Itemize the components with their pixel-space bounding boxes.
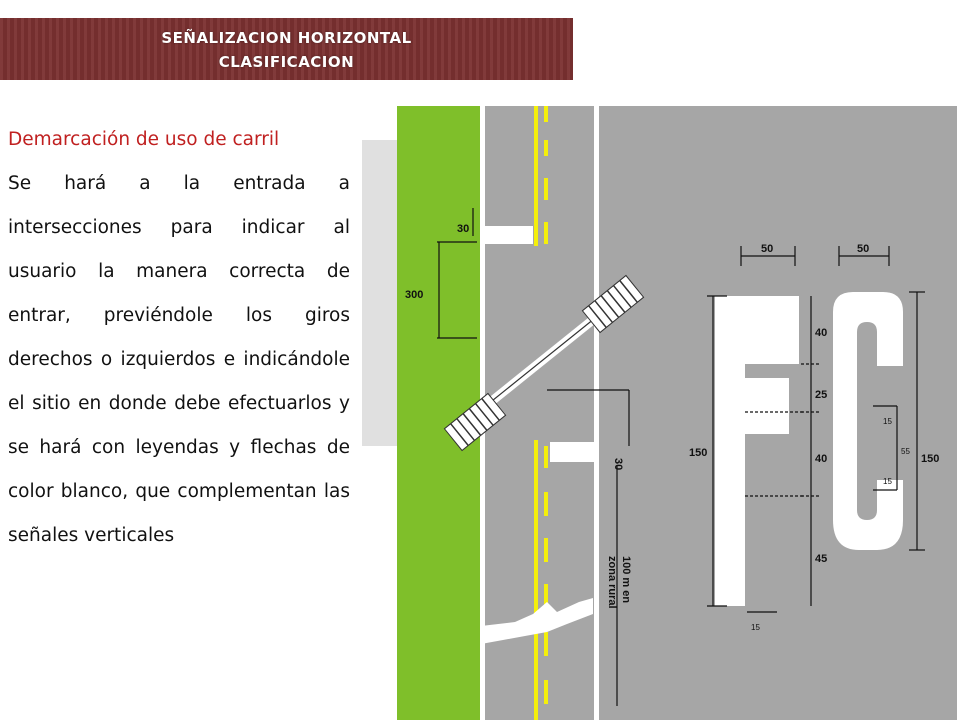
note-rural-line1: 100 m en <box>620 556 632 604</box>
dim-label-150-right: 150 <box>921 453 940 465</box>
stop-bar-lower <box>550 442 594 462</box>
note-rural-line2: zona rural <box>606 556 618 609</box>
yellow-dash <box>544 538 548 562</box>
dim-label-50-left: 50 <box>761 243 774 255</box>
dim-label-300: 300 <box>405 289 424 301</box>
dim-label-150-left: 150 <box>689 447 708 459</box>
dim-label-25: 25 <box>815 389 828 401</box>
yellow-dash <box>544 492 548 516</box>
dim-label-40-a: 40 <box>815 327 828 339</box>
slide-title-line2: CLASIFICACION <box>218 53 355 71</box>
slide-title-banner <box>0 18 573 80</box>
stop-bar-upper <box>485 226 533 244</box>
dim-label-30-top: 30 <box>457 223 470 235</box>
dim-label-50-right: 50 <box>857 243 870 255</box>
yellow-line-solid-lower <box>534 440 538 720</box>
yellow-dash <box>544 680 548 704</box>
section-heading: Demarcación de uso de carril <box>8 129 280 150</box>
yellow-line-solid-upper <box>534 106 538 246</box>
yellow-dash <box>544 632 548 656</box>
dim-label-30-mid: 30 <box>612 458 624 471</box>
section-body: Se hará a la entrada a intersecciones para indicar al usuario la manera correcta de entrar, previéndole los giros derechos o izquierdos e indicándole el sitio en donde debe efectuarlos y se hará con leyendas y flechas de color blanco, que complementan las señales verticales <box>8 173 350 546</box>
dim-label-15-bottom: 15 <box>751 623 760 632</box>
yellow-dash <box>544 106 548 122</box>
dim-label-15-c-top: 15 <box>883 417 892 426</box>
dim-label-55: 55 <box>901 447 910 456</box>
yellow-dash <box>544 178 548 200</box>
dim-label-45: 45 <box>815 553 828 565</box>
yellow-dash <box>544 446 548 468</box>
yellow-dash <box>544 140 548 156</box>
lane-marking-diagram <box>397 106 957 720</box>
yellow-dash <box>544 222 548 244</box>
slide-title-line1: SEÑALIZACION HORIZONTAL <box>161 29 412 47</box>
description-text <box>8 118 350 558</box>
decorative-panel <box>362 140 398 446</box>
dim-label-15-c-bottom: 15 <box>883 477 892 486</box>
dim-label-40-b: 40 <box>815 453 828 465</box>
lane-line-right <box>594 106 599 720</box>
